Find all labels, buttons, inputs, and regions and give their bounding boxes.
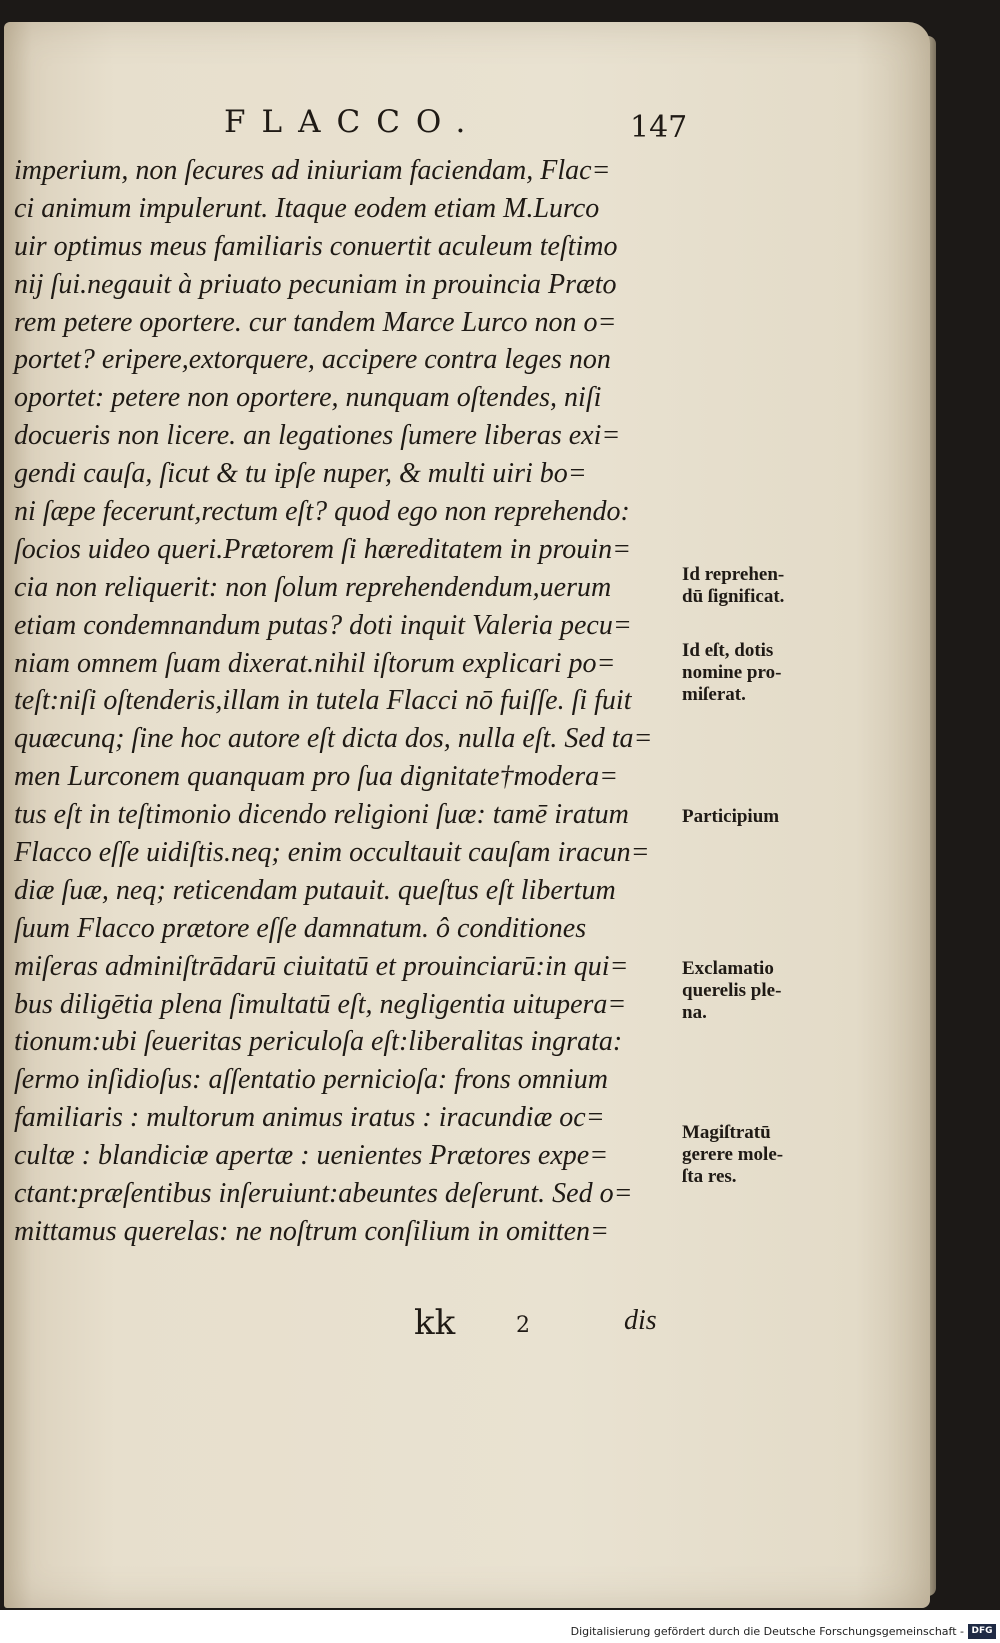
running-title: FLACCO.	[224, 104, 482, 140]
text-line: nij ſui.negauit à priuato pecuniam in prouincia Prætο	[14, 268, 617, 300]
marginal-note: Magiſtratū gerere mole- ſta res.	[682, 1122, 784, 1187]
signature-number: 2	[516, 1313, 530, 1338]
body-text	[14, 152, 684, 1251]
text-line: oportet: petere non oportere, nunquam oſtendes, niſi	[14, 382, 602, 414]
page-footer	[0, 1303, 1000, 1347]
text-line: tus eſt in teſtimonio dicendo religioni ſuæ: tamē iratum	[14, 799, 629, 831]
running-head	[0, 104, 1000, 144]
text-line: ſocios uideo queri.Prætorem ſi hæreditatem in prouin=	[14, 533, 631, 565]
text-line: ſuum Flacco prætore eſſe damnatum. ô conditiones	[14, 912, 587, 944]
signature-mark: kk	[414, 1303, 456, 1343]
text-line: teſt:niſi oſtenderis,illam in tutela Flacci nō fuiſſe. ſi fuit	[14, 685, 632, 717]
text-line: tionum:ubi ſeueritas periculoſa eſt:liberalitas ingrata:	[14, 1026, 623, 1058]
text-line: diæ ſuæ, neq; reticendam putauit. queſtus eſt libertum	[14, 874, 616, 906]
text-line: ci animum impulerunt. Itaque eodem etiam M.Lurco	[14, 192, 600, 224]
text-line: ni ſæpe fecerunt,rectum eſt? quod ego non reprehendo:	[14, 496, 630, 528]
text-line: ſermo inſidioſus: aſſentatio pernicioſa: frons omnium	[14, 1064, 608, 1096]
text-line: Flacco eſſe uidiſtis.neq; enim occultauit cauſam iracun=	[14, 837, 650, 869]
marginal-note: Participium	[682, 806, 780, 827]
text-line: gendi cauſa, ſicut & tu ipſe nuper, & multi uiri bo=	[14, 458, 587, 490]
text-line: men Lurconem quanquam pro ſua dignitate†modera=	[14, 761, 618, 793]
text-line: ctant:præſentibus inſeruiunt:abeuntes deſerunt. Sed o=	[14, 1178, 633, 1210]
text-line: miſeras adminiſtrādarū ciuitatū et prouinciarū:in qui=	[14, 950, 629, 982]
text-line: bus diligētia plena ſimultatū eſt, negligentia uitupera=	[14, 988, 627, 1020]
text-line: cia non reliquerit: non ſolum reprehendendum,uerum	[14, 571, 612, 603]
page-number: 147	[630, 110, 688, 145]
text-line: portet? eripere,extorquere, accipere contra leges non	[14, 344, 611, 376]
text-line: niam omnem ſuam dixerat.nihil iſtorum explicari po=	[14, 647, 616, 679]
marginal-note: Id reprehen- dū ſignificat.	[682, 564, 785, 607]
text-line: cultæ : blandiciæ apertæ : uenientes Prætores expe=	[14, 1140, 609, 1172]
funding-note: Digitalisierung gefördert durch die Deutsche Forschungsgemeinschaft -	[570, 1625, 964, 1638]
marginal-note: Id eſt, dotis nomine pro- miſerat.	[682, 640, 782, 705]
text-line: imperium, non ſecures ad iniuriam faciendam, Flac=	[14, 155, 611, 186]
catchword: dis	[624, 1305, 657, 1336]
text-line: familiaris : multorum animus iratus : iracundiæ oc=	[14, 1102, 605, 1134]
text-line: quæcunq; ſine hoc autore eſt dicta dos, nulla eſt. Sed ta=	[14, 723, 653, 755]
funding-bar	[0, 1622, 1000, 1643]
marginal-note: Exclamatio querelis ple- na.	[682, 958, 782, 1023]
text-line: mittamus querelas: ne noſtrum conſilium in omitten=	[14, 1215, 609, 1247]
text-line: rem petere oportere. cur tandem Marce Lurco non o=	[14, 306, 617, 338]
text-line: etiam condemnandum putas? doti inquit Valeria pecu=	[14, 609, 632, 641]
text-line: docueris non licere. an legationes ſumere liberas exi=	[14, 420, 621, 452]
text-line: uir optimus meus familiaris conuertit aculeum teſtimo	[14, 230, 618, 262]
dfg-logo-icon: DFG	[968, 1624, 996, 1639]
